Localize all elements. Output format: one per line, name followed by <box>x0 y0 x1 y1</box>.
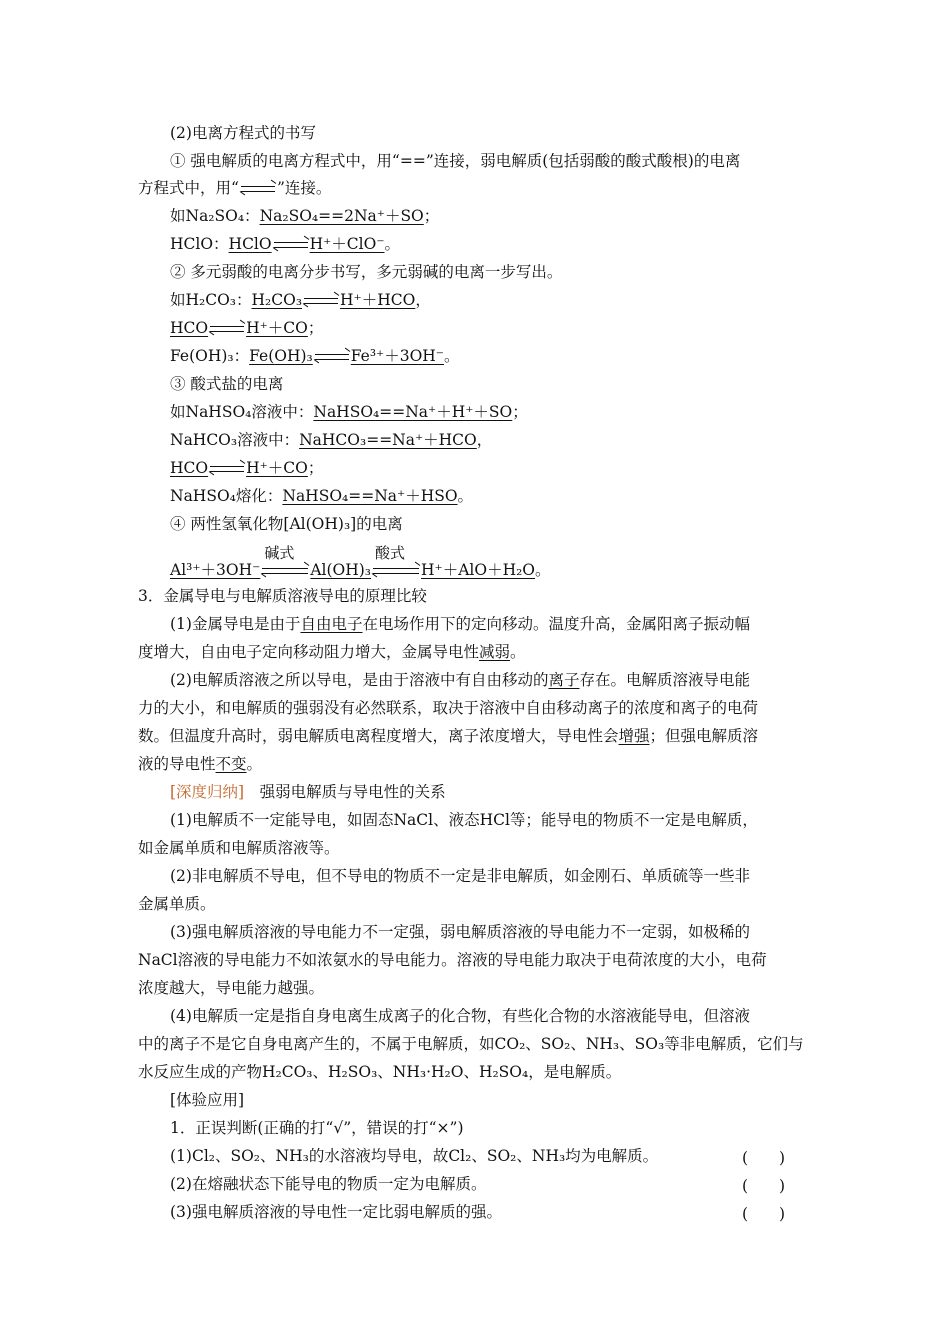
equation-line: HClO：HClO H⁺＋ClO⁻。 <box>170 235 401 253</box>
equation-line: NaHSO₄熔化：NaHSO₄==Na⁺＋HSO。 <box>170 487 474 505</box>
paragraph-line: 方程式中，用“ ”连接。 <box>138 179 332 197</box>
equation-line: Al³⁺＋3OH⁻ 碱式 Al(OH)₃ 酸式 H⁺＋AlO＋H₂O。 <box>170 544 551 579</box>
paragraph-line: 水反应生成的产物H₂CO₃、H₂SO₃、NH₃·H₂O、H₂SO₄，是电解质。 <box>138 1063 622 1081</box>
equation-line: 如NaHSO₄溶液中：NaHSO₄==Na⁺＋H⁺＋SO； <box>170 403 528 421</box>
equation-line: 如H₂CO₃：H₂CO₃ H⁺＋HCO， <box>170 291 431 309</box>
paragraph-line: NaCl溶液的导电能力不如浓氨水的导电能力。溶液的导电能力取决于电荷浓度的大小，电荷 <box>138 951 767 969</box>
reversible-arrow-icon: 碱式 <box>260 565 310 577</box>
paragraph-line: 金属单质。 <box>138 895 216 913</box>
paragraph-line: ① 强电解质的电离方程式中，用“==”连接，弱电解质(包括弱酸的酸式酸根)的电离 <box>170 152 741 170</box>
reversible-arrow-icon <box>313 351 351 363</box>
section-heading: [体验应用] <box>170 1091 245 1109</box>
paragraph-line: (1)金属导电是由于自由电子在电场作用下的定向移动。温度升高，金属阳离子振动幅 <box>170 615 750 633</box>
answer-blank[interactable]: ( ) <box>742 1177 786 1195</box>
paragraph-line: 数。但温度升高时，弱电解质电离程度增大，离子浓度增大，导电性会增强；但强电解质溶 <box>138 727 759 745</box>
paragraph-line: 如金属单质和电解质溶液等。 <box>138 839 340 857</box>
paragraph-line: (3)强电解质溶液的导电能力不一定强，弱电解质溶液的导电能力不一定弱，如极稀的 <box>170 923 750 941</box>
equation-line: NaHCO₃溶液中：NaHCO₃==Na⁺＋HCO， <box>170 431 493 449</box>
question-item: (2)在熔融状态下能导电的物质一定为电解质。 <box>170 1175 487 1193</box>
paragraph-line: 浓度越大，导电能力越强。 <box>138 979 325 997</box>
section-heading: 3．金属导电与电解质溶液导电的原理比较 <box>138 587 427 605</box>
equation-line: HCO H⁺＋CO； <box>170 459 324 477</box>
section-heading: (2)电离方程式的书写 <box>170 124 316 142</box>
equation-line: Fe(OH)₃：Fe(OH)₃ Fe³⁺＋3OH⁻。 <box>170 347 460 365</box>
paragraph-line: (2)非电解质不导电，但不导电的物质不一定是非电解质，如金刚石、单质硫等一些非 <box>170 867 750 885</box>
reversible-arrow-icon <box>239 183 277 195</box>
reversible-arrow-icon <box>302 295 340 307</box>
paragraph-line: (4)电解质一定是指自身电离生成离子的化合物，有些化合物的水溶液能导电，但溶液 <box>170 1007 750 1025</box>
paragraph-line: ② 多元弱酸的电离分步书写，多元弱碱的电离一步写出。 <box>170 263 563 281</box>
paragraph-line: ③ 酸式盐的电离 <box>170 375 284 393</box>
paragraph-line: 度增大，自由电子定向移动阻力增大，金属导电性减弱。 <box>138 643 526 661</box>
paragraph-line: (2)电解质溶液之所以导电，是由于溶液中有自由移动的离子存在。电解质溶液导电能 <box>170 671 750 689</box>
summary-heading: [深度归纳] 强弱电解质与导电性的关系 <box>170 783 446 801</box>
question-item: (1)Cl₂、SO₂、NH₃的水溶液均导电，故Cl₂、SO₂、NH₃均为电解质。 <box>170 1147 659 1165</box>
paragraph-line: ④ 两性氢氧化物[Al(OH)₃]的电离 <box>170 515 403 533</box>
equation-line: HCO H⁺＋CO； <box>170 319 324 337</box>
paragraph-line: 液的导电性不变。 <box>138 755 263 773</box>
equation-line: 如Na₂SO₄：Na₂SO₄==2Na⁺＋SO； <box>170 207 440 225</box>
answer-blank[interactable]: ( ) <box>742 1149 786 1167</box>
paragraph-line: (1)电解质不一定能导电，如固态NaCl、液态HCl等；能导电的物质不一定是电解质， <box>170 811 758 829</box>
deep-summary-tag: [深度归纳] <box>170 783 245 801</box>
reversible-arrow-icon <box>208 463 246 475</box>
question-heading: 1．正误判断(正确的打“√”，错误的打“×”) <box>170 1119 464 1137</box>
reversible-arrow-icon <box>208 323 246 335</box>
paragraph-line: 中的离子不是它自身电离产生的，不属于电解质，如CO₂、SO₂、NH₃、SO₃等非电解质，它们与 <box>138 1035 804 1053</box>
paragraph-line: 力的大小，和电解质的强弱没有必然联系，取决于溶液中自由移动离子的浓度和离子的电荷 <box>138 699 759 717</box>
reversible-arrow-icon: 酸式 <box>371 565 421 577</box>
reversible-arrow-icon <box>272 239 310 251</box>
answer-blank[interactable]: ( ) <box>742 1205 786 1223</box>
question-item: (3)强电解质溶液的导电性一定比弱电解质的强。 <box>170 1203 502 1221</box>
